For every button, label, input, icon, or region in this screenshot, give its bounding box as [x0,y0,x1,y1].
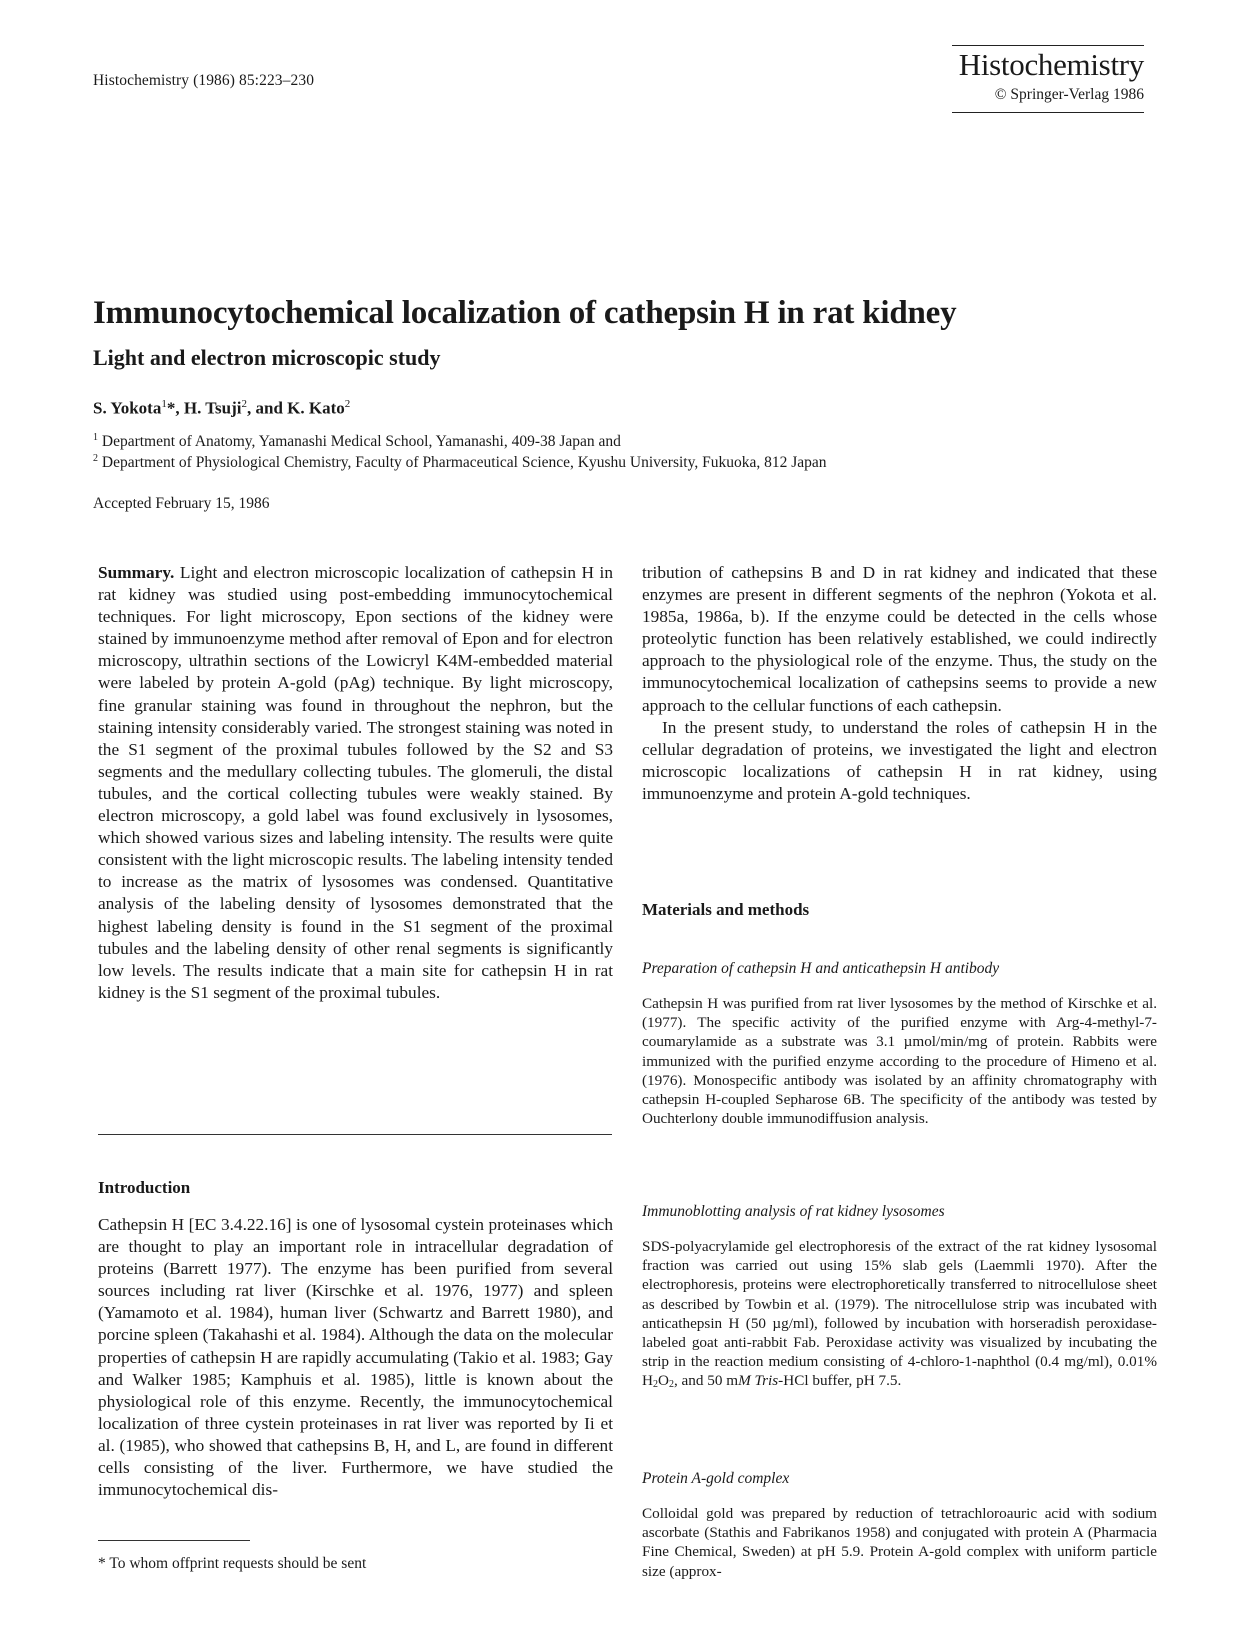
methods-heading-block [642,900,1157,920]
article-title: Immunocytochemical localization of cathepsin H in rat kidney [93,295,957,331]
summary-block [98,562,613,1004]
journal-citation: Histochemistry (1986) 85:223–230 [93,72,315,89]
summary-paragraph [98,562,613,1004]
author-star: * [166,398,176,418]
footnote-divider [98,1540,250,1541]
author-affil-mark: 2 [344,398,351,410]
masthead-rule-bottom [952,112,1144,113]
accepted-date: Accepted February 15, 1986 [93,495,270,512]
methods-subheading-3-block [642,1470,1157,1488]
methods-subheading-3: Protein A-gold complex [642,1470,790,1487]
methods-paragraph-2-text-a: SDS-polyacrylamide gel electrophoresis of the extract of the rat kidney lysosomal fraction was carried out using 15% slab gels (Laemmli 1970). After the electrophoresis, proteins were electrophoretically transferred to nitrocellulose sheet as described by Towbin et al. (1979). The nitrocellulose strip was incubated with anticathepsin H (50 µg/ml), followed by incubation with horseradish peroxidase-labeled goat anti-rabbit Fab. Peroxidase activity was visualized by incubating the strip in the reaction medium consisting of 4-chloro-1-naphthol (0.4 mg/ml), 0.01% H [642,1238,1157,1390]
masthead-rule-top [952,45,1144,46]
summary-label: Summary. [98,563,175,582]
introduction-heading-block [98,1178,613,1198]
methods-paragraph-1: Cathepsin H was purified from rat liver lysosomes by the method of Kirschke et al. (1977). The specific activity of the purified enzyme with Arg-4-methyl-7-coumarylamide as a substrate was 3.1 µmol/min/mg of protein. Rabbits were immunized with the purified enzyme according to the procedure of Himeno et al. (1976). Monospecific antibody was isolated by an affinity chromatography with cathepsin H-coupled Sepharose 6B. The specificity of the antibody was tested by Ouchterlony double immunodiffusion analysis. [642,995,1157,1128]
author-affil-mark: 1 [161,398,167,410]
journal-masthead [952,45,1144,113]
affiliation-text: Department of Physiological Chemistry, Faculty of Pharmaceutical Science, Kyushu University, Fukuoka, 812 Japan [101,454,827,472]
methods-subheading-2: Immunoblotting analysis of rat kidney lysosomes [642,1203,945,1220]
methods-section-1 [642,994,1157,1128]
subscript: 2 [652,1379,658,1391]
author-name: H. Tsuji [183,398,242,418]
methods-subheading-2-block [642,1203,1157,1221]
methods-paragraph-3: Colloidal gold was prepared by reduction of tetrachloroauric acid with sodium ascorbate (Stathis and Fabrikanos 1958) and conjugated with protein A (Pharmacia Fine Chemical, Sweden) at pH 5.9. Protein A-gold complex with uniform particle size (approx- [642,1505,1157,1580]
author-list [93,398,350,419]
methods-paragraph-2-text-c: -HCl buffer, pH 7.5. [778,1372,902,1390]
affiliation-text: Department of Anatomy, Yamanashi Medical School, Yamanashi, 409-38 Japan and [101,433,621,451]
affiliation-number: 2 [93,453,98,464]
introduction-body-right [642,562,1157,805]
methods-subheading-1-block [642,960,1157,978]
summary-divider [98,1134,612,1135]
methods-paragraph-2-italic: M Tris [738,1372,779,1390]
introduction-paragraph-1: Cathepsin H [EC 3.4.22.16] is one of lysosomal cystein proteinases which are thought to play an important role in intracellular degradation of proteins (Barrett 1977). The enzyme has been purified from several sources including rat liver (Kirschke et al. 1976, 1977) and spleen (Yamamoto et al. 1984), human liver (Schwartz and Barrett 1980), and porcine spleen (Takahashi et al. 1984). Although the data on the molecular properties of cathepsin H are rapidly accumulating (Takio et al. 1983; Gay and Walker 1985; Kamphuis et al. 1985), little is known about the physiological role of this enzyme. Recently, the immunocytochemical localization of three cystein proteinases in rat liver was reported by Ii et al. (1985), who showed that cathepsins B, H, and L, are found in different cells consisting of the liver. Furthermore, we have studied the immunocytochemical dis- [98,1215,613,1500]
author-name: K. Kato [287,398,345,418]
methods-section-3 [642,1504,1157,1581]
affiliation-2 [93,453,827,472]
article-subtitle: Light and electron microscopic study [93,345,441,370]
subscript: 2 [668,1379,674,1391]
author-name: S. Yokota [93,398,162,418]
introduction-heading: Introduction [98,1178,191,1197]
journal-name: Histochemistry [958,47,1144,82]
introduction-paragraph-2: In the present study, to understand the roles of cathepsin H in the cellular degradation of proteins, we investigated the light and electron microscopic localizations of cathepsin H in rat kidney, using immunoenzyme and protein A-gold techniques. [642,717,1157,803]
author-affil-mark: 2 [241,398,247,410]
methods-paragraph-2-text-b: , and 50 m [673,1372,739,1390]
methods-section-2 [642,1237,1157,1395]
footnote: * To whom offprint requests should be sent [98,1555,367,1572]
methods-subheading-1: Preparation of cathepsin H and anticathepsin H antibody [642,960,1000,977]
author-separator: , and [247,398,288,418]
affiliation-1 [93,432,621,451]
methods-paragraph-2-o: O [657,1372,669,1390]
introduction-paragraph-1-continued: tribution of cathepsins B and D in rat kidney and indicated that these enzymes are present in different segments of the nephron (Yokota et al. 1985a, 1986a, b). If the enzyme could be detected in the cells whose proteolytic function has been relatively established, we could indirectly approach to the physiological role of the enzyme. Thus, the study on the immunocytochemical localization of cathepsins seems to provide a new approach to the cellular functions of each cathepsin. [642,563,1157,715]
author-separator: , [175,398,184,418]
methods-paragraph-2 [642,1237,1157,1395]
affiliation-number: 1 [93,432,98,443]
introduction-body-left [98,1214,613,1501]
methods-heading: Materials and methods [642,900,810,919]
summary-text: Light and electron microscopic localization of cathepsin H in rat kidney was studied using post-embedding immunocytochemical techniques. For light microscopy, Epon sections of the kidney were stained by immunoenzyme method after removal of Epon and for electron microscopy, ultrathin sections of the Lowicryl K4M-embedded material were labeled by protein A-gold (pAg) technique. By light microscopy, fine granular staining was found in throughout the nephron, but the staining intensity considerably varied. The strongest staining was noted in the S1 segment of the proximal tubules followed by the S2 and S3 segments and the medullary collecting tubules. The glomeruli, the distal tubules, and the cortical collecting tubules were weakly stained. By electron microscopy, a gold label was found exclusively in lysosomes, which showed various sizes and labeling intensity. The results were quite consistent with the light microscopic results. The labeling intensity tended to increase as the matrix of lysosomes was condensed. Quantitative analysis of the labeling density of lysosomes demonstrated that the highest labeling density is found in the S1 segment of the proximal tubules and the labeling density of other renal segments is significantly low levels. The results indicate that a main site for cathepsin H in rat kidney is the S1 segment of the proximal tubules. [98,563,614,1002]
publisher-line: © Springer-Verlag 1986 [994,86,1144,103]
